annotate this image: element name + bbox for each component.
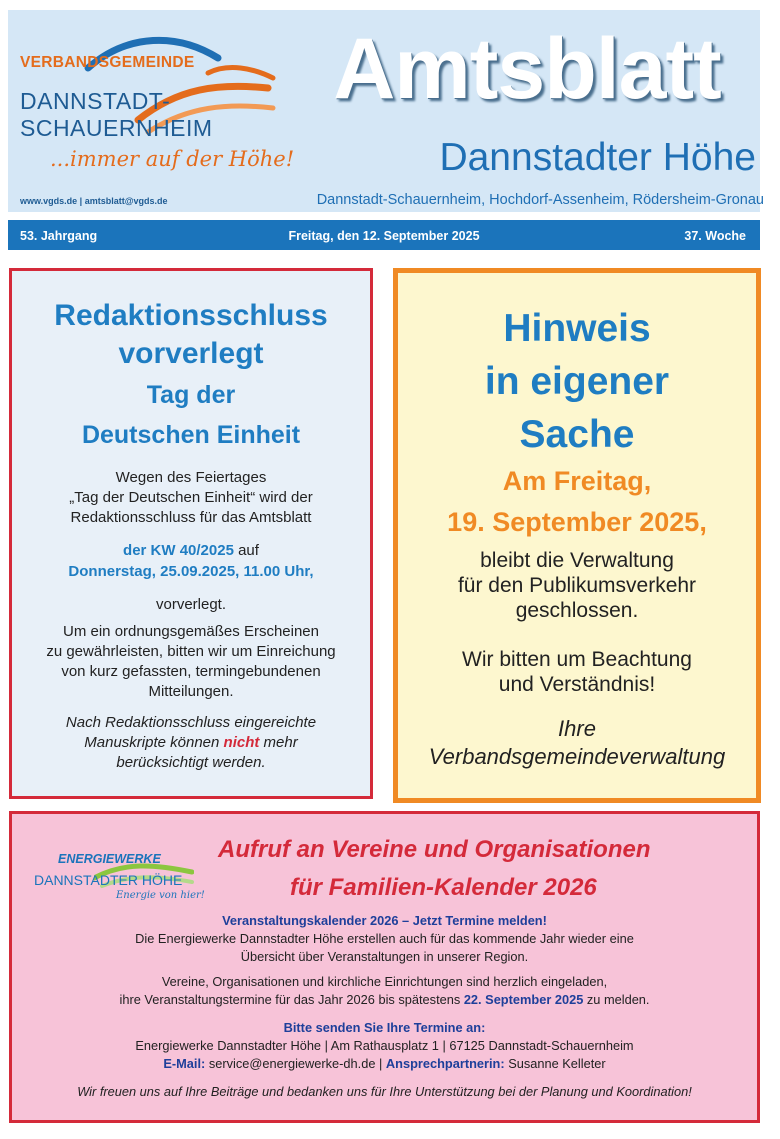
issue-info-bar	[8, 220, 760, 250]
logo-brand-text: VERBANDSGEMEINDE	[20, 54, 195, 71]
deadline-paragraph-3	[12, 622, 370, 702]
notice-text-2	[398, 647, 756, 697]
contact-label: Ansprechpartnerin:	[385, 1056, 505, 1071]
deadline-date: Donnerstag, 25.09.2025, 11.00 Uhr,	[68, 563, 314, 580]
deadline-heading: Redaktionsschluss	[54, 299, 328, 332]
logo-contact: www.vgds.de | amtsblatt@vgds.de	[20, 196, 168, 206]
calendar-deadline-date: 22. September 2025	[463, 992, 584, 1007]
logo-slogan: ...immer auf der Höhe!	[50, 147, 295, 171]
energiewerke-logo-slogan: Energie von hier!	[116, 890, 205, 901]
text-line: Wir bitten um Beachtung	[462, 648, 692, 671]
deadline-notice-box	[9, 268, 373, 799]
calendar-subheading: Veranstaltungskalender 2026 – Jetzt Termine melden!	[222, 913, 547, 928]
calendar-text-line: Vereine, Organisationen und kirchliche Einrichtungen sind herzlich eingeladen,	[161, 974, 608, 989]
text-line	[12, 733, 370, 753]
contact-name: Susanne Kelleter	[504, 1056, 606, 1071]
energiewerke-logo-name: DANNSTADTER HÖHE	[34, 872, 183, 888]
text-line: und Verständnis!	[498, 673, 656, 696]
issue-date: Freitag, den 12. September 2025	[288, 229, 480, 243]
text-line: Mitteilungen.	[148, 683, 234, 700]
emphasis-nicht: nicht	[223, 734, 260, 751]
issue-volume: 53. Jahrgang	[20, 229, 98, 243]
text-line: für den Publikumsverkehr	[457, 574, 697, 597]
text-span: zu melden.	[583, 992, 650, 1007]
office-notice-box	[393, 268, 761, 803]
deadline-paragraph-2: vorverlegt.	[155, 596, 227, 613]
page-subtitle: Dannstadter Höhe	[439, 136, 756, 179]
email-label: E-Mail:	[163, 1056, 206, 1071]
calendar-address: Energiewerke Dannstadter Höhe | Am Rathausplatz 1 | 67125 Dannstadt-Schauernheim	[135, 1038, 634, 1053]
deadline-paragraph-4	[12, 713, 370, 773]
kw-label: der KW 40/2025	[123, 542, 234, 559]
holiday-heading: Tag der	[146, 381, 236, 409]
text-line: bleibt die Verwaltung	[480, 549, 674, 572]
deadline-paragraph-1	[12, 468, 370, 528]
kw-suffix: auf	[233, 542, 259, 559]
text-line: Nach Redaktionsschluss eingereichte	[65, 714, 317, 731]
text-line: „Tag der Deutschen Einheit“ wird der	[69, 489, 313, 506]
calendar-contact-line	[12, 1055, 757, 1073]
email-address: service@energiewerke-dh.de |	[205, 1056, 386, 1071]
issue-week: 37. Woche	[684, 229, 746, 243]
deadline-heading-2: vorverlegt	[118, 337, 264, 370]
text-span: ihre Veranstaltungstermine für das Jahr 2026 bis spätestens	[119, 992, 464, 1007]
notice-date-line1: Am Freitag,	[502, 466, 652, 496]
masthead	[8, 10, 764, 212]
logo-name-line2: SCHAUERNHEIM	[20, 115, 213, 141]
calendar-call-box	[9, 811, 760, 1123]
notice-date-line2: 19. September 2025,	[447, 507, 707, 537]
logo-name-line1: DANNSTADT-	[20, 88, 171, 114]
calendar-heading-2: für Familien-Kalender 2026	[290, 874, 597, 901]
holiday-heading-2: Deutschen Einheit	[81, 421, 301, 449]
calendar-heading-1: Aufruf an Vereine und Organisationen	[218, 836, 651, 863]
text-line: Ihre	[558, 716, 596, 741]
kw-line	[12, 540, 370, 561]
calendar-deadline-line	[12, 991, 757, 1009]
page-title: Amtsblatt	[333, 21, 721, 117]
text-span: mehr	[259, 734, 298, 751]
notice-text-1	[398, 548, 756, 623]
calendar-text-line: Die Energiewerke Dannstadter Höhe erstellen auch für das kommende Jahr wieder eine	[135, 931, 634, 946]
text-line: Redaktionsschluss für das Amtsblatt	[70, 509, 312, 526]
calendar-send-heading: Bitte senden Sie Ihre Termine an:	[283, 1020, 486, 1035]
text-line: Um ein ordnungsgemäßes Erscheinen	[63, 623, 319, 640]
deadline-date-block	[12, 540, 370, 582]
text-line: von kurz gefassten, termingebundenen	[61, 663, 321, 680]
text-line: geschlossen.	[515, 599, 639, 622]
notice-heading-1: Hinweis	[503, 307, 651, 350]
text-line: berücksichtigt werden.	[116, 754, 266, 771]
notice-heading-2: in eigener	[484, 360, 670, 403]
notice-heading-3: Sache	[519, 413, 635, 456]
notice-signature	[398, 715, 756, 771]
towns-line: Dannstadt-Schauernheim, Hochdorf-Assenheim, Rödersheim-Gronau	[316, 192, 764, 208]
text-line: zu gewährleisten, bitten wir um Einreichung	[46, 643, 336, 660]
text-line: Wegen des Feiertages	[115, 469, 267, 486]
calendar-text-line: Übersicht über Veranstaltungen in unserer Region.	[240, 949, 529, 964]
energiewerke-logo-text: ENERGIEWERKE	[58, 852, 161, 866]
text-span: Manuskripte können	[84, 734, 224, 751]
text-line: Verbandsgemeindeverwaltung	[428, 744, 726, 769]
calendar-closing: Wir freuen uns auf Ihre Beiträge und bedanken uns für Ihre Unterstützung bei der Planung und Koordination!	[77, 1084, 692, 1099]
